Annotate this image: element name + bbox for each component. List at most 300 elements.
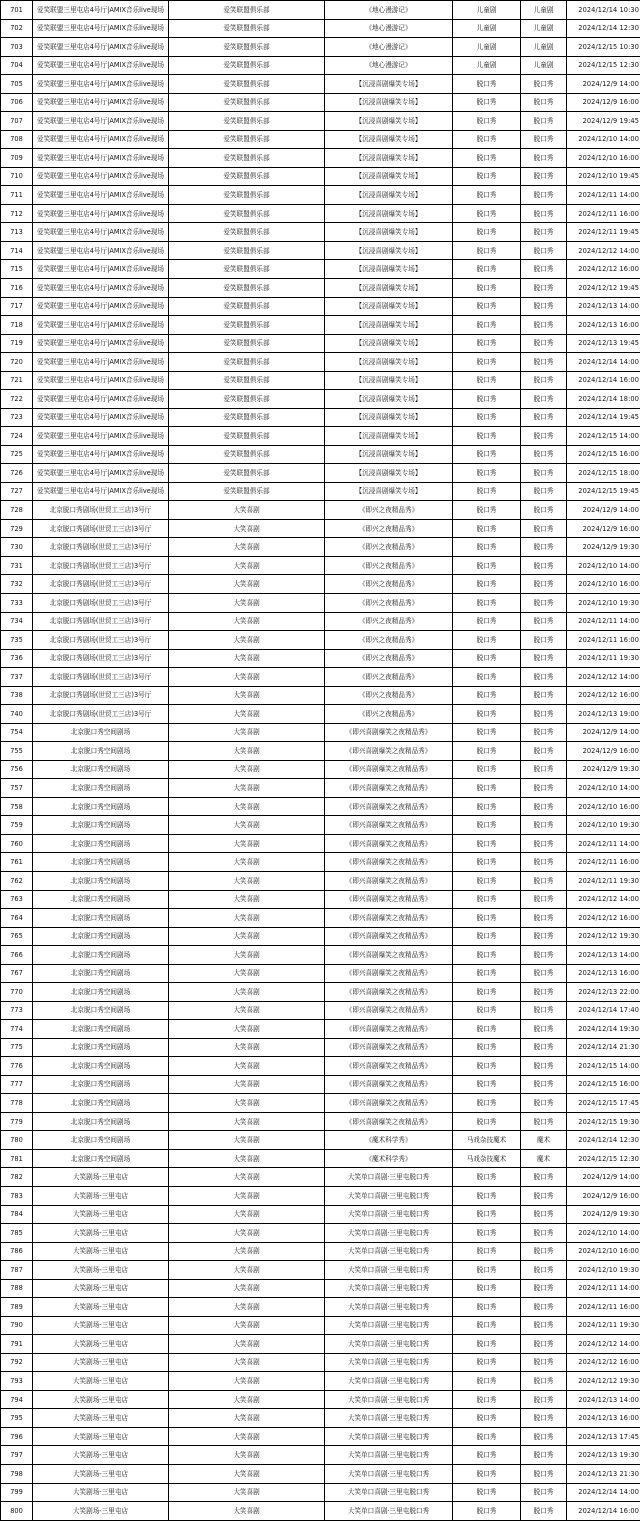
category-cell: 脱口秀 [453,890,521,909]
show-time-cell: 2024/12/13 14:00 [567,1390,640,1409]
venue-cell: 爱笑联盟三里屯店4号厅|AMIX音乐live现场 [33,482,169,501]
show-title-cell: 《即兴之夜精品秀》 [325,501,453,520]
subcategory-cell: 脱口秀 [521,130,567,149]
venue-cell: 大笑剧场-三里屯店 [33,1316,169,1335]
organizer-cell: 爱笑联盟俱乐部 [169,334,325,353]
venue-cell: 北京脱口秀剧场(世贸工三店)3号厅 [33,575,169,594]
category-cell: 脱口秀 [453,668,521,687]
row-number-cell: 765 [1,927,33,946]
show-title-cell: 《即兴喜剧爆笑之夜精品秀》 [325,927,453,946]
show-time-cell: 2024/12/10 16:00 [567,575,640,594]
row-number-cell: 720 [1,353,33,372]
show-time-cell: 2024/12/13 22:00 [567,983,640,1002]
show-time-cell: 2024/12/14 17:40 [567,1001,640,1020]
row-number-cell: 719 [1,334,33,353]
show-time-cell: 2024/12/11 19:30 [567,871,640,890]
organizer-cell: 大笑喜剧 [169,1298,325,1317]
show-title-cell: 《即兴喜剧爆笑之夜精品秀》 [325,1094,453,1113]
category-cell: 脱口秀 [453,1261,521,1280]
row-number-cell: 796 [1,1427,33,1446]
table-row [1,983,640,1002]
row-number-cell: 792 [1,1353,33,1372]
show-title-cell: 【沉浸喜剧爆笑专场】 [325,93,453,112]
show-time-cell: 2024/12/12 19:45 [567,278,640,297]
table-row [1,1298,640,1317]
category-cell: 脱口秀 [453,278,521,297]
subcategory-cell: 魔术 [521,1131,567,1150]
show-title-cell: 《即兴之夜精品秀》 [325,612,453,631]
table-row [1,705,640,724]
organizer-cell: 大笑喜剧 [169,1316,325,1335]
organizer-cell: 爱笑联盟俱乐部 [169,297,325,316]
category-cell: 脱口秀 [453,816,521,835]
table-row [1,834,640,853]
show-time-cell: 2024/12/14 19:30 [567,1020,640,1039]
subcategory-cell: 脱口秀 [521,427,567,446]
table-row [1,631,640,650]
row-number-cell: 733 [1,594,33,613]
table-row [1,56,640,75]
organizer-cell: 大笑喜剧 [169,1149,325,1168]
organizer-cell: 爱笑联盟俱乐部 [169,482,325,501]
organizer-cell: 爱笑联盟俱乐部 [169,316,325,335]
venue-cell: 大笑剧场-三里屯店 [33,1464,169,1483]
organizer-cell: 爱笑联盟俱乐部 [169,38,325,57]
subcategory-cell: 脱口秀 [521,556,567,575]
venue-cell: 爱笑联盟三里屯店4号厅|AMIX音乐live现场 [33,241,169,260]
subcategory-cell: 脱口秀 [521,482,567,501]
row-number-cell: 709 [1,149,33,168]
category-cell: 脱口秀 [453,723,521,742]
category-cell: 脱口秀 [453,1112,521,1131]
category-cell: 脱口秀 [453,186,521,205]
show-time-cell: 2024/12/12 16:00 [567,1353,640,1372]
show-title-cell: 【沉浸喜剧爆笑专场】 [325,353,453,372]
show-title-cell: 《魔术科学秀》 [325,1149,453,1168]
show-time-cell: 2024/12/9 16:00 [567,742,640,761]
table-row [1,1502,640,1521]
category-cell: 脱口秀 [453,241,521,260]
row-number-cell: 727 [1,482,33,501]
subcategory-cell: 脱口秀 [521,816,567,835]
category-cell: 脱口秀 [453,112,521,131]
table-row [1,1,640,20]
show-time-cell: 2024/12/14 16:00 [567,371,640,390]
organizer-cell: 爱笑联盟俱乐部 [169,408,325,427]
show-title-cell: 【沉浸喜剧爆笑专场】 [325,297,453,316]
show-title-cell: 【沉浸喜剧爆笑专场】 [325,186,453,205]
table-row [1,1279,640,1298]
organizer-cell: 爱笑联盟俱乐部 [169,371,325,390]
category-cell: 脱口秀 [453,371,521,390]
subcategory-cell: 脱口秀 [521,519,567,538]
table-row [1,1335,640,1354]
organizer-cell: 大笑喜剧 [169,594,325,613]
show-time-cell: 2024/12/14 18:00 [567,390,640,409]
subcategory-cell: 脱口秀 [521,1446,567,1465]
table-row [1,871,640,890]
venue-cell: 爱笑联盟三里屯店4号厅|AMIX音乐live现场 [33,390,169,409]
show-time-cell: 2024/12/10 14:00 [567,556,640,575]
venue-cell: 大笑剧场-三里屯店 [33,1390,169,1409]
show-title-cell: 【沉浸喜剧爆笑专场】 [325,390,453,409]
venue-cell: 北京脱口秀剧场(世贸工三店)3号厅 [33,668,169,687]
row-number-cell: 760 [1,834,33,853]
organizer-cell: 爱笑联盟俱乐部 [169,19,325,38]
venue-cell: 爱笑联盟三里屯店4号厅|AMIX音乐live现场 [33,204,169,223]
show-time-cell: 2024/12/10 19:30 [567,1261,640,1280]
show-time-cell: 2024/12/11 19:30 [567,1316,640,1335]
table-row [1,1131,640,1150]
venue-cell: 北京脱口秀空间剧场 [33,797,169,816]
show-title-cell: 《即兴喜剧爆笑之夜精品秀》 [325,723,453,742]
table-row [1,668,640,687]
table-row [1,1094,640,1113]
row-number-cell: 774 [1,1020,33,1039]
row-number-cell: 703 [1,38,33,57]
venue-cell: 爱笑联盟三里屯店4号厅|AMIX音乐live现场 [33,130,169,149]
subcategory-cell: 脱口秀 [521,501,567,520]
venue-cell: 爱笑联盟三里屯店4号厅|AMIX音乐live现场 [33,353,169,372]
show-time-cell: 2024/12/13 16:00 [567,316,640,335]
venue-cell: 大笑剧场-三里屯店 [33,1224,169,1243]
venue-cell: 北京脱口秀剧场(世贸工三店)3号厅 [33,705,169,724]
show-title-cell: 【沉浸喜剧爆笑专场】 [325,482,453,501]
organizer-cell: 爱笑联盟俱乐部 [169,445,325,464]
table-row [1,223,640,242]
organizer-cell: 大笑喜剧 [169,1279,325,1298]
subcategory-cell: 脱口秀 [521,686,567,705]
subcategory-cell: 脱口秀 [521,167,567,186]
venue-cell: 大笑剧场-三里屯店 [33,1502,169,1521]
organizer-cell: 大笑喜剧 [169,1131,325,1150]
table-row [1,1409,640,1428]
venue-cell: 大笑剧场-三里屯店 [33,1205,169,1224]
show-title-cell: 《即兴之夜精品秀》 [325,594,453,613]
venue-cell: 爱笑联盟三里屯店4号厅|AMIX音乐live现场 [33,445,169,464]
show-title-cell: 大笑单口喜剧·三里屯脱口秀 [325,1187,453,1206]
row-number-cell: 755 [1,742,33,761]
row-number-cell: 781 [1,1149,33,1168]
category-cell: 脱口秀 [453,427,521,446]
table-row [1,186,640,205]
show-title-cell: 《即兴喜剧爆笑之夜精品秀》 [325,779,453,798]
organizer-cell: 爱笑联盟俱乐部 [169,204,325,223]
venue-cell: 北京脱口秀空间剧场 [33,834,169,853]
subcategory-cell: 脱口秀 [521,149,567,168]
row-number-cell: 797 [1,1446,33,1465]
subcategory-cell: 脱口秀 [521,1038,567,1057]
show-title-cell: 《即兴喜剧爆笑之夜精品秀》 [325,946,453,965]
row-number-cell: 731 [1,556,33,575]
show-title-cell: 【沉浸喜剧爆笑专场】 [325,316,453,335]
organizer-cell: 大笑喜剧 [169,1335,325,1354]
subcategory-cell: 脱口秀 [521,186,567,205]
row-number-cell: 764 [1,909,33,928]
venue-cell: 大笑剧场-三里屯店 [33,1187,169,1206]
subcategory-cell: 脱口秀 [521,983,567,1002]
row-number-cell: 708 [1,130,33,149]
show-title-cell: 大笑单口喜剧·三里屯脱口秀 [325,1427,453,1446]
row-number-cell: 710 [1,167,33,186]
category-cell: 脱口秀 [453,1057,521,1076]
organizer-cell: 大笑喜剧 [169,1112,325,1131]
venue-cell: 北京脱口秀空间剧场 [33,1149,169,1168]
show-title-cell: 《即兴之夜精品秀》 [325,538,453,557]
venue-cell: 爱笑联盟三里屯店4号厅|AMIX音乐live现场 [33,19,169,38]
organizer-cell: 爱笑联盟俱乐部 [169,167,325,186]
organizer-cell: 爱笑联盟俱乐部 [169,353,325,372]
table-row [1,1464,640,1483]
show-time-cell: 2024/12/15 10:30 [567,38,640,57]
row-number-cell: 725 [1,445,33,464]
show-time-cell: 2024/12/11 14:00 [567,612,640,631]
row-number-cell: 705 [1,75,33,94]
table-row [1,167,640,186]
category-cell: 脱口秀 [453,1502,521,1521]
table-row [1,501,640,520]
row-number-cell: 761 [1,853,33,872]
category-cell: 儿童剧 [453,56,521,75]
show-title-cell: 【沉浸喜剧爆笑专场】 [325,112,453,131]
show-time-cell: 2024/12/15 14:00 [567,1057,640,1076]
venue-cell: 北京脱口秀空间剧场 [33,1057,169,1076]
table-row [1,464,640,483]
subcategory-cell: 脱口秀 [521,241,567,260]
row-number-cell: 786 [1,1242,33,1261]
row-number-cell: 716 [1,278,33,297]
category-cell: 脱口秀 [453,464,521,483]
category-cell: 脱口秀 [453,1038,521,1057]
row-number-cell: 756 [1,760,33,779]
subcategory-cell: 儿童剧 [521,1,567,20]
table-row [1,1316,640,1335]
table-row [1,1075,640,1094]
venue-cell: 爱笑联盟三里屯店4号厅|AMIX音乐live现场 [33,1,169,20]
subcategory-cell: 脱口秀 [521,112,567,131]
subcategory-cell: 脱口秀 [521,75,567,94]
row-number-cell: 736 [1,649,33,668]
show-time-cell: 2024/12/14 14:00 [567,1483,640,1502]
category-cell: 脱口秀 [453,482,521,501]
table-row [1,130,640,149]
table-row [1,427,640,446]
organizer-cell: 大笑喜剧 [169,705,325,724]
venue-cell: 北京脱口秀剧场(世贸工三店)3号厅 [33,631,169,650]
category-cell: 脱口秀 [453,1001,521,1020]
organizer-cell: 大笑喜剧 [169,1483,325,1502]
category-cell: 脱口秀 [453,946,521,965]
schedule-rows [1,1,640,1521]
show-time-cell: 2024/12/15 14:00 [567,427,640,446]
organizer-cell: 大笑喜剧 [169,834,325,853]
show-title-cell: 《地心漫游记》 [325,1,453,20]
table-row [1,779,640,798]
category-cell: 脱口秀 [453,167,521,186]
show-time-cell: 2024/12/13 19:45 [567,334,640,353]
organizer-cell: 大笑喜剧 [169,871,325,890]
category-cell: 脱口秀 [453,1353,521,1372]
organizer-cell: 爱笑联盟俱乐部 [169,1,325,20]
table-row [1,909,640,928]
show-title-cell: 大笑单口喜剧·三里屯脱口秀 [325,1298,453,1317]
organizer-cell: 爱笑联盟俱乐部 [169,464,325,483]
row-number-cell: 737 [1,668,33,687]
venue-cell: 北京脱口秀空间剧场 [33,742,169,761]
venue-cell: 爱笑联盟三里屯店4号厅|AMIX音乐live现场 [33,75,169,94]
table-row [1,742,640,761]
venue-cell: 爱笑联盟三里屯店4号厅|AMIX音乐live现场 [33,167,169,186]
subcategory-cell: 脱口秀 [521,1205,567,1224]
row-number-cell: 704 [1,56,33,75]
table-row [1,797,640,816]
show-title-cell: 《即兴喜剧爆笑之夜精品秀》 [325,1020,453,1039]
show-time-cell: 2024/12/9 19:30 [567,1205,640,1224]
show-time-cell: 2024/12/9 16:00 [567,519,640,538]
category-cell: 脱口秀 [453,612,521,631]
category-cell: 脱口秀 [453,871,521,890]
subcategory-cell: 脱口秀 [521,1001,567,1020]
table-row [1,1372,640,1391]
subcategory-cell: 脱口秀 [521,1279,567,1298]
category-cell: 脱口秀 [453,853,521,872]
table-row [1,371,640,390]
venue-cell: 大笑剧场-三里屯店 [33,1446,169,1465]
show-title-cell: 《即兴喜剧爆笑之夜精品秀》 [325,871,453,890]
row-number-cell: 782 [1,1168,33,1187]
category-cell: 脱口秀 [453,1409,521,1428]
organizer-cell: 爱笑联盟俱乐部 [169,112,325,131]
show-time-cell: 2024/12/14 14:00 [567,353,640,372]
show-time-cell: 2024/12/14 19:45 [567,408,640,427]
show-time-cell: 2024/12/14 21:30 [567,1038,640,1057]
row-number-cell: 787 [1,1261,33,1280]
category-cell: 脱口秀 [453,556,521,575]
category-cell: 脱口秀 [453,1298,521,1317]
venue-cell: 爱笑联盟三里屯店4号厅|AMIX音乐live现场 [33,38,169,57]
show-time-cell: 2024/12/12 14:00 [567,241,640,260]
venue-cell: 北京脱口秀剧场(世贸工三店)3号厅 [33,519,169,538]
row-number-cell: 767 [1,964,33,983]
table-row [1,353,640,372]
show-title-cell: 大笑单口喜剧·三里屯脱口秀 [325,1205,453,1224]
row-number-cell: 722 [1,390,33,409]
table-row [1,316,640,335]
show-time-cell: 2024/12/11 14:00 [567,1279,640,1298]
category-cell: 脱口秀 [453,760,521,779]
venue-cell: 大笑剧场-三里屯店 [33,1372,169,1391]
table-row [1,1020,640,1039]
row-number-cell: 707 [1,112,33,131]
show-title-cell: 《即兴之夜精品秀》 [325,575,453,594]
show-title-cell: 大笑单口喜剧·三里屯脱口秀 [325,1390,453,1409]
row-number-cell: 775 [1,1038,33,1057]
table-row [1,204,640,223]
row-number-cell: 793 [1,1372,33,1391]
table-row [1,1001,640,1020]
table-row [1,686,640,705]
subcategory-cell: 脱口秀 [521,760,567,779]
table-row [1,408,640,427]
show-time-cell: 2024/12/13 16:00 [567,964,640,983]
venue-cell: 大笑剧场-三里屯店 [33,1409,169,1428]
organizer-cell: 大笑喜剧 [169,742,325,761]
organizer-cell: 大笑喜剧 [169,612,325,631]
table-row [1,297,640,316]
subcategory-cell: 脱口秀 [521,1020,567,1039]
table-row [1,149,640,168]
organizer-cell: 大笑喜剧 [169,1020,325,1039]
show-title-cell: 《即兴喜剧爆笑之夜精品秀》 [325,797,453,816]
show-title-cell: 大笑单口喜剧·三里屯脱口秀 [325,1261,453,1280]
venue-cell: 北京脱口秀剧场(世贸工三店)3号厅 [33,594,169,613]
show-title-cell: 《地心漫游记》 [325,56,453,75]
organizer-cell: 大笑喜剧 [169,1427,325,1446]
subcategory-cell: 脱口秀 [521,223,567,242]
show-title-cell: 【沉浸喜剧爆笑专场】 [325,149,453,168]
organizer-cell: 大笑喜剧 [169,1409,325,1428]
table-row [1,93,640,112]
row-number-cell: 799 [1,1483,33,1502]
organizer-cell: 大笑喜剧 [169,983,325,1002]
table-row [1,575,640,594]
organizer-cell: 大笑喜剧 [169,816,325,835]
venue-cell: 北京脱口秀剧场(世贸工三店)3号厅 [33,649,169,668]
venue-cell: 北京脱口秀剧场(世贸工三店)3号厅 [33,686,169,705]
subcategory-cell: 脱口秀 [521,1316,567,1335]
table-row [1,1242,640,1261]
row-number-cell: 721 [1,371,33,390]
row-number-cell: 778 [1,1094,33,1113]
category-cell: 脱口秀 [453,1075,521,1094]
show-title-cell: 【沉浸喜剧爆笑专场】 [325,334,453,353]
venue-cell: 爱笑联盟三里屯店4号厅|AMIX音乐live现场 [33,316,169,335]
table-row [1,390,640,409]
category-cell: 脱口秀 [453,519,521,538]
table-row [1,482,640,501]
row-number-cell: 784 [1,1205,33,1224]
venue-cell: 北京脱口秀空间剧场 [33,1038,169,1057]
organizer-cell: 大笑喜剧 [169,1390,325,1409]
category-cell: 脱口秀 [453,538,521,557]
category-cell: 脱口秀 [453,334,521,353]
show-time-cell: 2024/12/11 19:30 [567,649,640,668]
category-cell: 脱口秀 [453,742,521,761]
table-row [1,1261,640,1280]
table-row [1,1446,640,1465]
category-cell: 马戏杂技魔术 [453,1149,521,1168]
venue-cell: 爱笑联盟三里屯店4号厅|AMIX音乐live现场 [33,297,169,316]
show-title-cell: 【沉浸喜剧爆笑专场】 [325,427,453,446]
category-cell: 脱口秀 [453,1316,521,1335]
show-time-cell: 2024/12/14 12:30 [567,19,640,38]
show-time-cell: 2024/12/11 16:00 [567,1298,640,1317]
subcategory-cell: 脱口秀 [521,353,567,372]
venue-cell: 北京脱口秀空间剧场 [33,1020,169,1039]
category-cell: 脱口秀 [453,1224,521,1243]
category-cell: 脱口秀 [453,297,521,316]
subcategory-cell: 脱口秀 [521,631,567,650]
subcategory-cell: 脱口秀 [521,1224,567,1243]
row-number-cell: 726 [1,464,33,483]
category-cell: 脱口秀 [453,834,521,853]
category-cell: 脱口秀 [453,779,521,798]
show-title-cell: 《即兴喜剧爆笑之夜精品秀》 [325,816,453,835]
subcategory-cell: 脱口秀 [521,964,567,983]
category-cell: 脱口秀 [453,631,521,650]
organizer-cell: 大笑喜剧 [169,853,325,872]
show-time-cell: 2024/12/15 19:45 [567,482,640,501]
